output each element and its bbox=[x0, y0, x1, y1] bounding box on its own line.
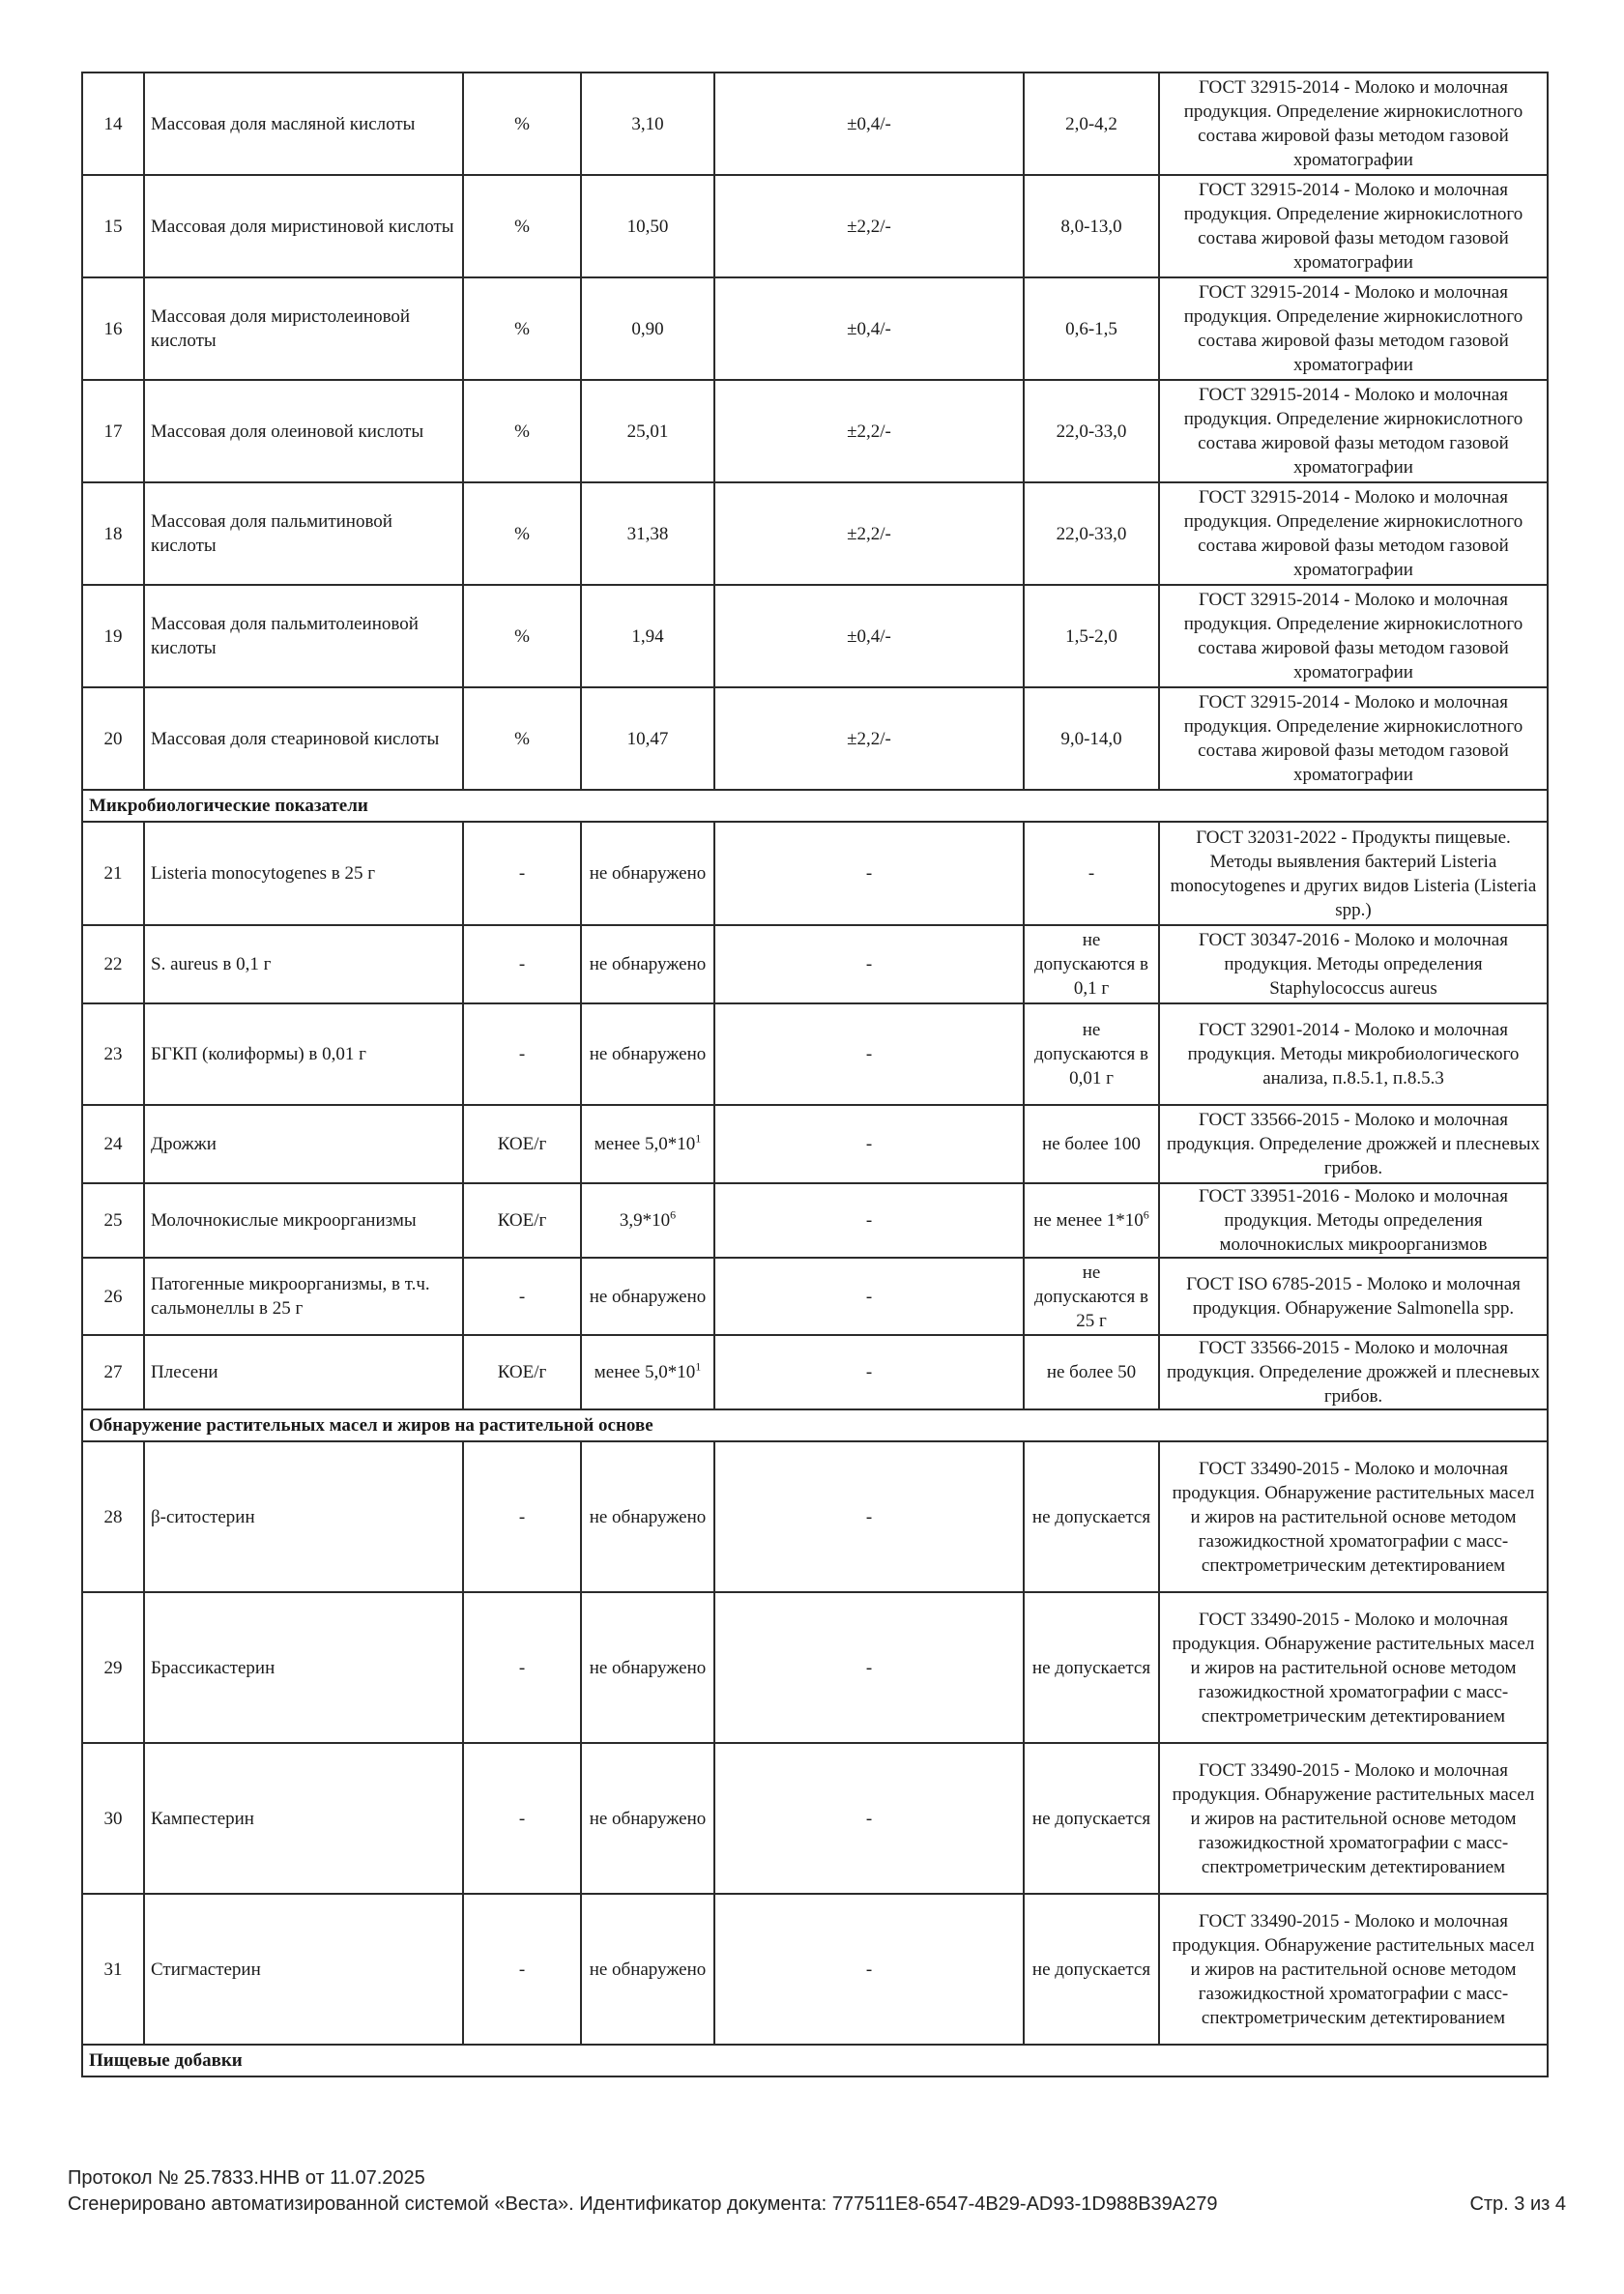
indicator-name: Стигмастерин bbox=[144, 1894, 463, 2045]
unit-cell: - bbox=[463, 1258, 581, 1335]
norm-cell: не допускается bbox=[1024, 1441, 1159, 1592]
result-cell bbox=[581, 1335, 714, 1409]
error-cell: - bbox=[714, 1894, 1024, 2045]
error-cell: ±2,2/- bbox=[714, 482, 1024, 585]
row-number: 15 bbox=[82, 175, 144, 277]
norm-cell: не допускается bbox=[1024, 1894, 1159, 2045]
table-row bbox=[82, 380, 1548, 482]
indicator-name: Массовая доля пальмитиновой кислоты bbox=[144, 482, 463, 585]
unit-cell: - bbox=[463, 1743, 581, 1894]
table-row bbox=[82, 1105, 1548, 1183]
result-cell: 0,90 bbox=[581, 277, 714, 380]
indicator-name: Брассикастерин bbox=[144, 1592, 463, 1743]
result-exponent: 1 bbox=[695, 1359, 702, 1374]
indicator-name: S. aureus в 0,1 г bbox=[144, 925, 463, 1003]
method-cell: ГОСТ 33490-2015 - Молоко и молочная продукция. Обнаружение растительных масел и жиров на растительной основе методом газожидкостной хроматографии с масс-спектрометрическим детектированием bbox=[1159, 1743, 1548, 1894]
method-cell: ГОСТ 32915-2014 - Молоко и молочная продукция. Определение жирнокислотного состава жировой фазы методом газовой хроматографии bbox=[1159, 73, 1548, 175]
result-cell bbox=[581, 1183, 714, 1258]
table-row bbox=[82, 1003, 1548, 1105]
indicator-name: Массовая доля миристиновой кислоты bbox=[144, 175, 463, 277]
result-cell: не обнаружено bbox=[581, 925, 714, 1003]
norm-cell: не более 50 bbox=[1024, 1335, 1159, 1409]
result-cell: не обнаружено bbox=[581, 822, 714, 925]
result-cell: 3,10 bbox=[581, 73, 714, 175]
result-cell: не обнаружено bbox=[581, 1743, 714, 1894]
norm-cell: 1,5-2,0 bbox=[1024, 585, 1159, 687]
method-cell: ГОСТ 32915-2014 - Молоко и молочная продукция. Определение жирнокислотного состава жировой фазы методом газовой хроматографии bbox=[1159, 175, 1548, 277]
section-title-additives: Пищевые добавки bbox=[82, 2045, 1548, 2076]
row-number: 14 bbox=[82, 73, 144, 175]
error-cell: ±2,2/- bbox=[714, 687, 1024, 790]
result-cell: 25,01 bbox=[581, 380, 714, 482]
method-cell: ГОСТ 33490-2015 - Молоко и молочная продукция. Обнаружение растительных масел и жиров на растительной основе методом газожидкостной хроматографии с масс-спектрометрическим детектированием bbox=[1159, 1441, 1548, 1592]
error-cell: ±0,4/- bbox=[714, 585, 1024, 687]
row-number: 26 bbox=[82, 1258, 144, 1335]
indicator-name: Дрожжи bbox=[144, 1105, 463, 1183]
row-number: 25 bbox=[82, 1183, 144, 1258]
result-cell: не обнаружено bbox=[581, 1441, 714, 1592]
table-row bbox=[82, 277, 1548, 380]
row-number: 31 bbox=[82, 1894, 144, 2045]
unit-cell: КОЕ/г bbox=[463, 1105, 581, 1183]
indicator-name: Массовая доля стеариновой кислоты bbox=[144, 687, 463, 790]
generated-by-text: Сгенерировано автоматизированной системой «Веста». Идентификатор документа: 777511E8-6547-4B29-AD93-1D988B39A279 bbox=[68, 2193, 1218, 2215]
method-cell: ГОСТ 33490-2015 - Молоко и молочная продукция. Обнаружение растительных масел и жиров на растительной основе методом газожидкостной хроматографии с масс-спектрометрическим детектированием bbox=[1159, 1894, 1548, 2045]
method-cell: ГОСТ 32915-2014 - Молоко и молочная продукция. Определение жирнокислотного состава жировой фазы методом газовой хроматографии bbox=[1159, 687, 1548, 790]
norm-cell: не допускается bbox=[1024, 1743, 1159, 1894]
table-row bbox=[82, 1335, 1548, 1409]
table-row bbox=[82, 1743, 1548, 1894]
method-cell: ГОСТ 33566-2015 - Молоко и молочная продукция. Определение дрожжей и плесневых грибов. bbox=[1159, 1335, 1548, 1409]
unit-cell: % bbox=[463, 277, 581, 380]
table-row bbox=[82, 482, 1548, 585]
method-cell: ГОСТ 32915-2014 - Молоко и молочная продукция. Определение жирнокислотного состава жировой фазы методом газовой хроматографии bbox=[1159, 277, 1548, 380]
norm-cell: - bbox=[1024, 822, 1159, 925]
unit-cell: % bbox=[463, 380, 581, 482]
row-number: 17 bbox=[82, 380, 144, 482]
error-cell: ±0,4/- bbox=[714, 73, 1024, 175]
unit-cell: - bbox=[463, 1441, 581, 1592]
indicator-name: БГКП (колиформы) в 0,01 г bbox=[144, 1003, 463, 1105]
unit-cell: % bbox=[463, 585, 581, 687]
norm-cell: не допускается bbox=[1024, 1592, 1159, 1743]
result-cell: 10,47 bbox=[581, 687, 714, 790]
method-cell: ГОСТ 33490-2015 - Молоко и молочная продукция. Обнаружение растительных масел и жиров на растительной основе методом газожидкостной хроматографии с масс-спектрометрическим детектированием bbox=[1159, 1592, 1548, 1743]
row-number: 30 bbox=[82, 1743, 144, 1894]
table-row bbox=[82, 822, 1548, 925]
table-row bbox=[82, 1894, 1548, 2045]
unit-cell: % bbox=[463, 175, 581, 277]
row-number: 22 bbox=[82, 925, 144, 1003]
table-row bbox=[82, 925, 1548, 1003]
norm-cell: 2,0-4,2 bbox=[1024, 73, 1159, 175]
error-cell: ±2,2/- bbox=[714, 175, 1024, 277]
section-title-veg: Обнаружение растительных масел и жиров на растительной основе bbox=[82, 1409, 1548, 1441]
result-cell: 1,94 bbox=[581, 585, 714, 687]
indicator-name: β-ситостерин bbox=[144, 1441, 463, 1592]
unit-cell: КОЕ/г bbox=[463, 1335, 581, 1409]
unit-cell: - bbox=[463, 822, 581, 925]
row-number: 18 bbox=[82, 482, 144, 585]
protocol-number: Протокол № 25.7833.ННВ от 11.07.2025 bbox=[68, 2167, 425, 2189]
indicator-name: Массовая доля олеиновой кислоты bbox=[144, 380, 463, 482]
row-number: 21 bbox=[82, 822, 144, 925]
indicator-name: Массовая доля масляной кислоты bbox=[144, 73, 463, 175]
result-text: менее 5,0*10 bbox=[594, 1134, 696, 1154]
norm-cell: 0,6-1,5 bbox=[1024, 277, 1159, 380]
error-cell: - bbox=[714, 925, 1024, 1003]
method-cell: ГОСТ 30347-2016 - Молоко и молочная продукция. Методы определения Staphylococcus aureus bbox=[1159, 925, 1548, 1003]
row-number: 23 bbox=[82, 1003, 144, 1105]
section-header-row bbox=[82, 2045, 1548, 2076]
section-title-micro: Микробиологические показатели bbox=[82, 790, 1548, 822]
indicator-name: Патогенные микроорганизмы, в т.ч. сальмонеллы в 25 г bbox=[144, 1258, 463, 1335]
unit-cell: - bbox=[463, 1894, 581, 2045]
footer-line bbox=[68, 2192, 1566, 2218]
page-footer bbox=[68, 2165, 1566, 2218]
row-number: 19 bbox=[82, 585, 144, 687]
result-cell: не обнаружено bbox=[581, 1003, 714, 1105]
result-exponent: 6 bbox=[670, 1207, 677, 1222]
norm-cell: 9,0-14,0 bbox=[1024, 687, 1159, 790]
norm-cell: не допускаются в 0,01 г bbox=[1024, 1003, 1159, 1105]
results-table bbox=[81, 72, 1549, 2077]
norm-cell: 8,0-13,0 bbox=[1024, 175, 1159, 277]
section-header-row bbox=[82, 790, 1548, 822]
method-cell: ГОСТ 32901-2014 - Молоко и молочная продукция. Методы микробиологического анализа, п.8.5.1, п.8.5.3 bbox=[1159, 1003, 1548, 1105]
indicator-name: Listeria monocytogenes в 25 г bbox=[144, 822, 463, 925]
error-cell: - bbox=[714, 1335, 1024, 1409]
norm-cell: 22,0-33,0 bbox=[1024, 380, 1159, 482]
result-exponent: 1 bbox=[695, 1131, 702, 1146]
page-number: Стр. 3 из 4 bbox=[1469, 2193, 1566, 2215]
indicator-name: Плесени bbox=[144, 1335, 463, 1409]
error-cell: - bbox=[714, 1258, 1024, 1335]
error-cell: ±0,4/- bbox=[714, 277, 1024, 380]
norm-cell: не допускаются в 0,1 г bbox=[1024, 925, 1159, 1003]
error-cell: - bbox=[714, 1592, 1024, 1743]
table-row bbox=[82, 1183, 1548, 1258]
result-cell bbox=[581, 1105, 714, 1183]
norm-cell bbox=[1024, 1183, 1159, 1258]
result-cell: не обнаружено bbox=[581, 1592, 714, 1743]
unit-cell: КОЕ/г bbox=[463, 1183, 581, 1258]
unit-cell: - bbox=[463, 925, 581, 1003]
norm-cell: 22,0-33,0 bbox=[1024, 482, 1159, 585]
method-cell: ГОСТ 32915-2014 - Молоко и молочная продукция. Определение жирнокислотного состава жировой фазы методом газовой хроматографии bbox=[1159, 585, 1548, 687]
row-number: 29 bbox=[82, 1592, 144, 1743]
method-cell: ГОСТ 33951-2016 - Молоко и молочная продукция. Методы определения молочнокислых микроорганизмов bbox=[1159, 1183, 1548, 1258]
table-row bbox=[82, 175, 1548, 277]
indicator-name: Молочнокислые микроорганизмы bbox=[144, 1183, 463, 1258]
method-cell: ГОСТ 33566-2015 - Молоко и молочная продукция. Определение дрожжей и плесневых грибов. bbox=[1159, 1105, 1548, 1183]
error-cell: - bbox=[714, 1105, 1024, 1183]
table-row bbox=[82, 73, 1548, 175]
table-row bbox=[82, 687, 1548, 790]
row-number: 28 bbox=[82, 1441, 144, 1592]
unit-cell: - bbox=[463, 1592, 581, 1743]
method-cell: ГОСТ 32915-2014 - Молоко и молочная продукция. Определение жирнокислотного состава жировой фазы методом газовой хроматографии bbox=[1159, 380, 1548, 482]
result-cell: не обнаружено bbox=[581, 1258, 714, 1335]
error-cell: - bbox=[714, 1183, 1024, 1258]
result-cell: 10,50 bbox=[581, 175, 714, 277]
result-cell: не обнаружено bbox=[581, 1894, 714, 2045]
table-row bbox=[82, 1441, 1548, 1592]
result-cell: 31,38 bbox=[581, 482, 714, 585]
norm-exponent: 6 bbox=[1143, 1207, 1149, 1222]
method-cell: ГОСТ 32915-2014 - Молоко и молочная продукция. Определение жирнокислотного состава жировой фазы методом газовой хроматографии bbox=[1159, 482, 1548, 585]
indicator-name: Массовая доля пальмитолеиновой кислоты bbox=[144, 585, 463, 687]
section-header-row bbox=[82, 1409, 1548, 1441]
unit-cell: % bbox=[463, 482, 581, 585]
row-number: 20 bbox=[82, 687, 144, 790]
indicator-name: Кампестерин bbox=[144, 1743, 463, 1894]
error-cell: ±2,2/- bbox=[714, 380, 1024, 482]
table-row bbox=[82, 585, 1548, 687]
unit-cell: % bbox=[463, 73, 581, 175]
table-row bbox=[82, 1592, 1548, 1743]
norm-cell: не допускаются в 25 г bbox=[1024, 1258, 1159, 1335]
unit-cell: % bbox=[463, 687, 581, 790]
error-cell: - bbox=[714, 1743, 1024, 1894]
row-number: 27 bbox=[82, 1335, 144, 1409]
unit-cell: - bbox=[463, 1003, 581, 1105]
error-cell: - bbox=[714, 1003, 1024, 1105]
result-text: 3,9*10 bbox=[619, 1210, 671, 1231]
indicator-name: Массовая доля миристолеиновой кислоты bbox=[144, 277, 463, 380]
row-number: 16 bbox=[82, 277, 144, 380]
norm-cell: не более 100 bbox=[1024, 1105, 1159, 1183]
result-text: менее 5,0*10 bbox=[594, 1362, 696, 1382]
method-cell: ГОСТ 32031-2022 - Продукты пищевые. Методы выявления бактерий Listeria monocytogenes и других видов Listeria (Listeria spp.) bbox=[1159, 822, 1548, 925]
row-number: 24 bbox=[82, 1105, 144, 1183]
table-row bbox=[82, 1258, 1548, 1335]
error-cell: - bbox=[714, 822, 1024, 925]
error-cell: - bbox=[714, 1441, 1024, 1592]
method-cell: ГОСТ ISO 6785-2015 - Молоко и молочная продукция. Обнаружение Salmonella spp. bbox=[1159, 1258, 1548, 1335]
norm-text: не менее 1*10 bbox=[1033, 1210, 1144, 1231]
